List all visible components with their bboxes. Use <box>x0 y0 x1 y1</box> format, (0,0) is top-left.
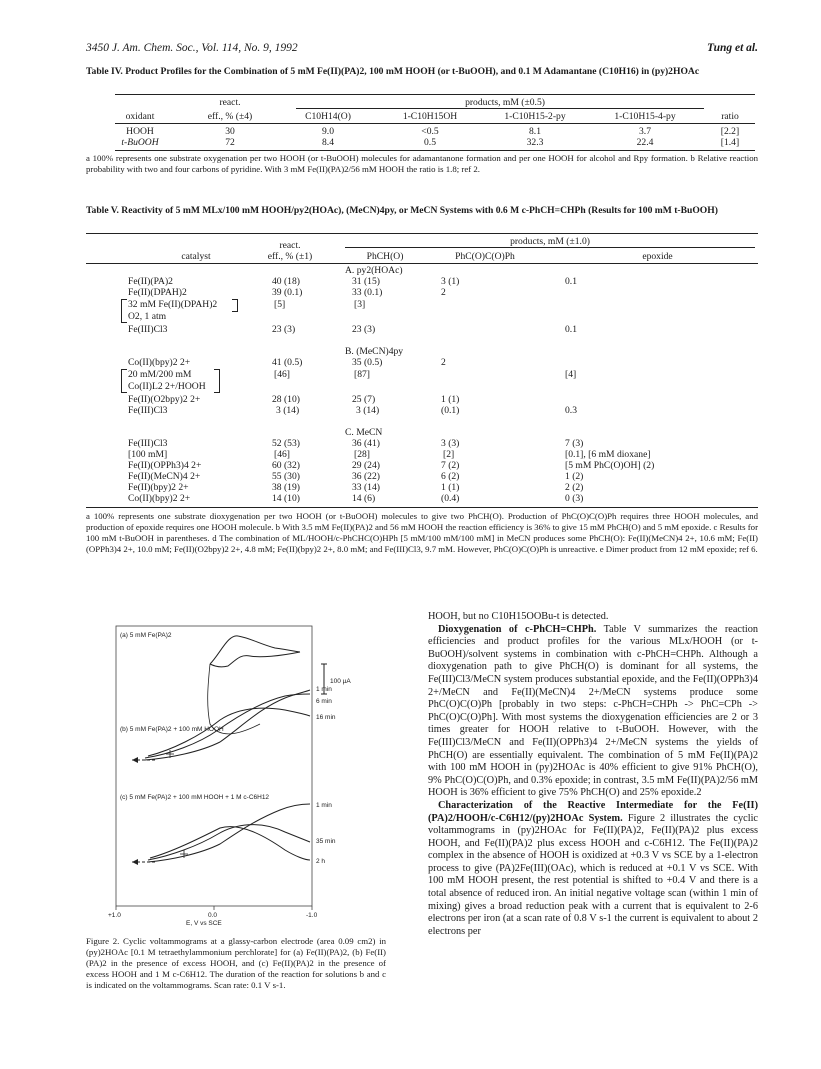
table-v-cell: 3 (14) <box>276 405 300 416</box>
table-v-cell: [46] <box>274 449 290 460</box>
trace-a-reverse <box>210 652 300 667</box>
table-iv-cell: 8.1 <box>529 126 541 137</box>
table-v-cell: 0 (3) <box>565 493 584 504</box>
table-v-section-c: C. MeCN <box>345 427 383 438</box>
table-v-cell: 28 (10) <box>272 394 300 405</box>
table-v-cell: 2 <box>441 287 446 298</box>
table-v-head-col3: epoxide <box>642 251 673 262</box>
table-iv-cell: 22.4 <box>636 137 654 148</box>
trace-c-35min <box>148 825 310 860</box>
table-v-cell: 55 (30) <box>272 471 300 482</box>
paragraph-dioxygenation <box>428 624 758 800</box>
paragraph-characterization <box>428 800 758 939</box>
paragraph: HOOH, but no C10H15OOBu-t is detected. <box>428 611 609 622</box>
x-tick-label: -1.0 <box>306 912 318 919</box>
time-label: 35 min <box>316 838 336 845</box>
table-v-cell: [5] <box>274 299 286 310</box>
table-v-cell: O2, 1 atm <box>128 311 167 322</box>
table-v-cell: 1 (1) <box>441 482 460 493</box>
table-v-cell: 0.1 <box>565 276 577 287</box>
x-tick-label: 0.0 <box>208 912 218 919</box>
table-v-cell: 1 (2) <box>565 471 584 482</box>
table-v-cell: Fe(III)Cl3 <box>128 438 168 449</box>
table-v-cell: (0.4) <box>441 493 460 504</box>
author-running-title: Tung et al. <box>706 42 758 54</box>
table-v-caption: Table V. Reactivity of 5 mM MLx/100 mM HOOH/py2(HOAc), (MeCN)4py, or MeCN Systems with 0.6 M c-PhCH=CHPh (Results for 100 mM t-BuOOH) <box>86 205 718 216</box>
table-iv-cell: [2.2] <box>720 126 740 137</box>
table-v-cell: 39 (0.1) <box>272 287 303 298</box>
table-v-cell: Fe(III)Cl3 <box>128 324 168 335</box>
table-v-cell: 7 (2) <box>441 460 460 471</box>
arrow-left-icon <box>132 859 138 865</box>
table-v-top-rule <box>86 233 758 234</box>
table-v-cell: [46] <box>274 369 290 380</box>
bracket-left <box>121 299 127 323</box>
table-v-cell: [100 mM] <box>128 449 168 460</box>
table-v-head-rule <box>86 263 758 264</box>
table-v-cell: Co(II)(bpy)2 2+ <box>128 357 191 368</box>
table-v-cell: 3 (14) <box>356 405 380 416</box>
table-iv-products-rule <box>296 108 704 109</box>
figure-2-caption: Figure 2. Cyclic voltammograms at a glassy-carbon electrode (area 0.09 cm2) in (py)2HOAc [0.1 M tetraethylammonium perchlorate] for (a) Fe(II)(PA)2, (b) Fe(II)(PA)2 in the presence of excess HOOH, and (c) Fe(II)(PA)2 in the presence of excess HOOH and 1 M c-C6H12. The duration of the reaction for solutions b and c is indicated on the voltammograms. Scan rate: 0.1 V s-1. <box>86 936 386 990</box>
panel-c-label: (c) 5 mM Fe(PA)2 + 100 mM HOOH + 1 M c-C6H12 <box>120 794 270 801</box>
table-v-cell: [2] <box>443 449 455 460</box>
panel-a-label: (a) 5 mM Fe(PA)2 <box>120 632 172 639</box>
table-v-cell: [4] <box>565 369 577 380</box>
table-v-cell: 60 (32) <box>272 460 300 471</box>
time-label: 16 min <box>316 714 336 721</box>
time-label: 2 h <box>316 858 326 865</box>
table-v-head-products: products, mM (±1.0) <box>510 236 590 247</box>
trace-c-2h <box>150 827 310 860</box>
arrow-left-icon <box>132 757 138 763</box>
x-axis-label: E, V vs SCE <box>186 920 222 927</box>
bracket-right <box>232 299 238 312</box>
section-heading: Characterization of the Reactive Intermediate for the Fe(II)(PA)2/HOOH/c-C6H12/(py)2HOAc System. <box>428 799 758 824</box>
table-v-cell: [28] <box>354 449 370 460</box>
x-tick-label: +1.0 <box>108 912 121 919</box>
table-v-cell: 41 (0.5) <box>272 357 303 368</box>
table-v-cell: 23 (3) <box>272 324 296 335</box>
table-v-head-col2: PhC(O)C(O)Ph <box>455 251 515 262</box>
table-v-cell: 23 (3) <box>352 324 376 335</box>
table-iv-cell: 3.7 <box>639 126 651 137</box>
table-iv-head-eff: eff., % (±4) <box>207 111 253 122</box>
table-v-cell: 52 (53) <box>272 438 300 449</box>
table-v-cell: Fe(III)Cl3 <box>128 405 168 416</box>
table-v-cell: [0.1], [6 mM dioxane] <box>565 449 651 460</box>
scale-label: 100 µA <box>330 678 351 685</box>
table-iv-head-products: products, mM (±0.5) <box>465 97 545 108</box>
table-iv-cell: 9.0 <box>322 126 334 137</box>
table-iv-head-rule <box>115 123 755 124</box>
table-v-section-a: A. py2(HOAc) <box>345 265 403 276</box>
table-v-cell: Fe(II)(PA)2 <box>128 276 173 287</box>
table-v-cell: [87] <box>354 369 370 380</box>
table-v-cell: Co(II)L2 2+/HOOH <box>128 381 206 392</box>
table-v-cell: 33 (0.1) <box>352 287 383 298</box>
trace-a-forward <box>210 636 300 664</box>
table-v-cell: 29 (24) <box>352 460 380 471</box>
table-iv-cell: 32.3 <box>526 137 544 148</box>
table-iv-cell: HOOH <box>126 126 154 137</box>
table-iv-head-react: react. <box>219 97 241 108</box>
table-v-cell: 2 (2) <box>565 482 584 493</box>
bracket-left <box>121 369 127 393</box>
table-v-cell: 31 (15) <box>352 276 380 287</box>
table-v-cell: 3 (1) <box>441 276 460 287</box>
table-v-head-catalyst: catalyst <box>181 251 211 262</box>
table-v-cell: Fe(II)(O2bpy)2 2+ <box>128 394 201 405</box>
table-v-cell: 25 (7) <box>352 394 376 405</box>
table-v-cell: 3 (3) <box>441 438 460 449</box>
table-v-cell: 36 (22) <box>352 471 380 482</box>
table-v-cell: [3] <box>354 299 366 310</box>
table-iv-cell: 30 <box>225 126 235 137</box>
table-iv-bottom-rule <box>115 150 755 151</box>
table-v-cell: Fe(II)(OPPh3)4 2+ <box>128 460 202 471</box>
table-v-cell: 20 mM/200 mM <box>128 369 192 380</box>
trace-c-1min <box>148 804 310 862</box>
table-v-cell: Fe(II)(MeCN)4 2+ <box>128 471 201 482</box>
table-iv-cell: 0.5 <box>424 137 436 148</box>
plot-frame <box>116 626 312 906</box>
table-iv-head-col1: C10H14(O) <box>305 111 351 122</box>
table-iv-head-col4: 1-C10H15-4-py <box>614 111 676 122</box>
table-iv-cell: <0.5 <box>421 126 439 137</box>
running-header <box>86 42 758 60</box>
table-iv-head-col3: 1-C10H15-2-py <box>504 111 566 122</box>
table-iv-head-col2: 1-C10H15OH <box>402 111 458 122</box>
time-label: 1 min <box>316 686 332 693</box>
table-v-cell: Fe(II)(bpy)2 2+ <box>128 482 189 493</box>
table-v-products-rule <box>345 247 755 248</box>
table-v-cell: 1 (1) <box>441 394 460 405</box>
table-iv-head-ratio: ratio <box>721 111 739 122</box>
time-label: 1 min <box>316 802 332 809</box>
table-v-cell: 32 mM Fe(II)(DPAH)2 <box>128 299 218 310</box>
table-v-cell: [5 mM PhC(O)OH] (2) <box>565 460 655 471</box>
table-v-cell: 14 (10) <box>272 493 300 504</box>
table-iv-cell: 72 <box>225 137 235 148</box>
table-v-cell: Co(II)(bpy)2 2+ <box>128 493 191 504</box>
table-v-section-b: B. (MeCN)4py <box>345 346 404 357</box>
table-v-cell: (0.1) <box>441 405 460 416</box>
panel-b-label: (b) 5 mM Fe(PA)2 + 100 mM HOOH <box>120 726 224 733</box>
table-v-head-eff: eff., % (±1) <box>267 251 313 262</box>
voltammogram-plot <box>110 624 365 926</box>
table-v-cell: 38 (19) <box>272 482 300 493</box>
table-iv-cell: [1.4] <box>720 137 740 148</box>
table-v-head-col1: PhCH(O) <box>366 251 404 262</box>
journal-citation: 3450 J. Am. Chem. Soc., Vol. 114, No. 9, 1992 <box>86 42 298 54</box>
time-label: 6 min <box>316 698 332 705</box>
paragraph-text: Figure 2 illustrates the cyclic voltammograms in (py)2HOAc for Fe(II)(PA)2, Fe(II)(PA)2 plus excess HOOH, and Fe(II)(PA)2 plus excess HOOH and c-C6H12. The Fe(II)(PA)2 complex in the absence of HOOH is oxidized at +0.3 V vs SCE by a 1-electron process to give (PA)2Fe(III)(OAc), which is reduced at +0.1 V vs SCE. With 100 mM HOOH present, the rest potential is shifted to +0.4 V and there is a total absence of reduced iron. An initial negative voltage scan (within 1 min of mixing) gives a broad reduction peak with a current that is equivalent to 2-6 electrons per iron (at a scan rate of 0.8 V s-1 the current is equivalent to about 2 electrons per <box>428 812 758 937</box>
paragraph-text: Table V summarizes the reaction efficiencies and product profiles for the various MLx/HOOH (or t-BuOOH)/solvent systems in combination with c-PhCH=CHPh. Although a dioxygenation path to give PhCH(O) is dominant for all systems, the Fe(III)Cl3/MeCN system produces substantial epoxide, and the Fe(II)(OPPh3)4 2+/MeCN and Fe(II)(MeCN)4 2+/MeCN systems produce some PhC(O)C(O)Ph [probably in two steps: c-PhCH=CHPh -> PhC=CPh -> PhC(O)C(O)Ph]. With most systems the dioxygenation efficiencies are 2 or 3 times greater for HOOH relative to t-BuOOH. However, with the Fe(III)Cl3/MeCN and Fe(II)(OPPh3)4 2+/MeCN systems the yields of PhCH(O) are essentially equivalent. The combination of 5 mM Fe(II)(PA)2 with 100 mM HOOH in (py)2HOAc is 40% efficient to give 91% PhCH(O), 9% PhC(O)C(O)Ph, and 0.3% epoxide; in contrast, 3.5 mM Fe(II)(PA)2/56 mM HOOH is 36% efficient to give 75% PhCH(O) and 25% epoxide.2 <box>428 623 758 799</box>
table-v-cell: 14 (6) <box>352 493 376 504</box>
table-v-cell: 35 (0.5) <box>352 357 383 368</box>
table-v-cell: 2 <box>441 357 446 368</box>
table-v-cell: 33 (14) <box>352 482 380 493</box>
table-iv-footnote: a 100% represents one substrate oxygenation per two HOOH (or t-BuOOH) molecules for adamantanone formation and per one HOOH for alcohol and Rpy formation. b Relative reaction probability with two and four carbons of pyridine. With 3 mM Fe(II)(PA)2/56 mM HOOH the ratio is 1.8; ref 2. <box>86 153 758 174</box>
table-iv-cell: t-BuOOH <box>121 137 159 148</box>
table-v-cell: 40 (18) <box>272 276 300 287</box>
table-v-cell: 36 (41) <box>352 438 380 449</box>
table-v-cell: 0.3 <box>565 405 577 416</box>
section-heading: Dioxygenation of c-PhCH=CHPh. <box>438 623 597 635</box>
bracket-right <box>214 369 220 393</box>
table-v-cell: 7 (3) <box>565 438 584 449</box>
table-v-head-react: react. <box>279 240 301 251</box>
table-iv-cell: 8.4 <box>322 137 334 148</box>
table-v-cell: 0.1 <box>565 324 577 335</box>
table-iv-top-rule <box>115 94 755 95</box>
table-v-footnote: a 100% represents one substrate dioxygenation per two HOOH (or t-BuOOH) molecules to give two PhCH(O). Production of PhC(O)C(O)Ph requires three HOOH molecules, and production of epoxide requires one HOOH molecule. b With 3.5 mM Fe(II)(PA)2 and 56 mM HOOH the reaction efficiency is 36% to give 15 mM PhCH(O) and 5 mM epoxide. c Results for 100 mM t-BuOOH in parentheses. d The combination of ML/HOOH/c-PhCHC(O)HPh [5 mM/100 mM/100 mM] in MeCN produces some PhCH(O): Fe(II)(MeCN)4 2+, 10.6 mM; Fe(II)(OPPh3)4 2+, 10.0 mM; Fe(II)(O2bpy)2 2+, 4.8 mM; Fe(II)(bpy)2 2+, 8.0 mM; and Fe(III)Cl3, 9.7 mM. However, PhC(O)C(O)Ph is unreactive. e Dimer product from 12 mM epoxide; ref 6. <box>86 511 758 554</box>
body-text-column <box>428 611 758 938</box>
table-v-cell: Fe(II)(DPAH)2 <box>128 287 187 298</box>
table-v-bottom-rule <box>86 507 758 508</box>
table-v-cell: 6 (2) <box>441 471 460 482</box>
table-iv-caption: Table IV. Product Profiles for the Combination of 5 mM Fe(II)(PA)2, 100 mM HOOH (or t-BuOOH), and 0.1 M Adamantane (C10H16) in (py)2HOAc <box>86 66 700 77</box>
table-iv-head-oxidant: oxidant <box>125 111 155 122</box>
figure-2-voltammograms <box>110 624 365 926</box>
